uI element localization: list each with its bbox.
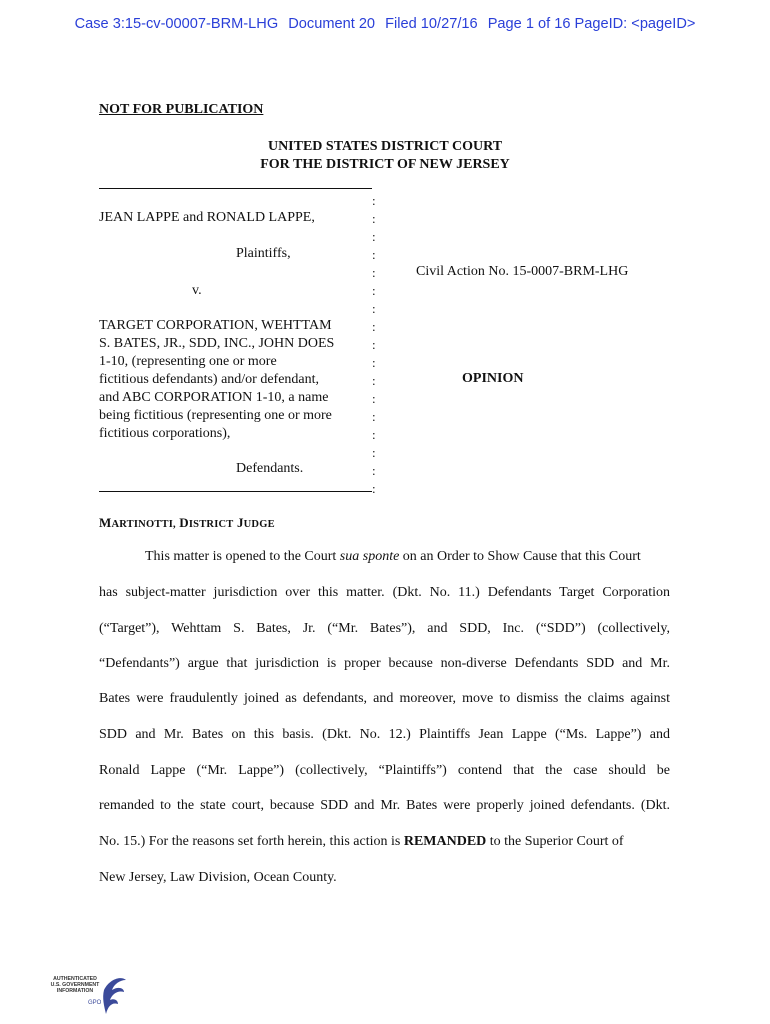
body-line-6: SDD and Mr. Bates on this basis. (Dkt. No. 12.) Plaintiffs Jean Lappe (“Ms. Lappe”) and	[99, 727, 670, 742]
gpo-text	[44, 976, 106, 995]
colon: :	[372, 247, 376, 262]
colon: :	[372, 373, 376, 388]
not-for-publication: NOT FOR PUBLICATION	[99, 102, 264, 117]
title-cap: D	[179, 515, 189, 530]
caption-top-rule	[99, 188, 372, 189]
case-number: Case 3:15-cv-00007-BRM-LHG	[74, 16, 279, 32]
defendants-line: S. BATES, JR., SDD, INC., JOHN DOES	[99, 336, 335, 351]
body-line-10: New Jersey, Law Division, Ocean County.	[99, 870, 337, 885]
judge-name-rest: ARTINOTTI,	[111, 519, 176, 530]
body-line-9	[99, 834, 670, 850]
gpo-line: AUTHENTICATED	[53, 976, 97, 982]
defendants-line: fictitious corporations),	[99, 426, 231, 441]
title-rest: UDGE	[243, 519, 275, 530]
civil-action-number: Civil Action No. 15-0007-BRM-LHG	[416, 264, 629, 279]
court-line-1: UNITED STATES DISTRICT COURT	[267, 139, 503, 154]
colon: :	[372, 391, 376, 406]
defendants-label: Defendants.	[236, 461, 304, 476]
body-line-2: has subject-matter jurisdiction over this matter. (Dkt. No. 11.) Defendants Target Corporation	[99, 585, 670, 600]
colon: :	[372, 445, 376, 460]
body-text: No. 15.) For the reasons set forth herein, this action is	[99, 834, 404, 849]
body-italic: sua sponte	[339, 549, 400, 564]
colon: :	[372, 211, 376, 226]
colon: :	[372, 283, 376, 298]
remanded-bold: REMANDED	[403, 834, 487, 849]
body-line-7: Ronald Lappe (“Mr. Lappe”) (collectively, “Plaintiffs”) contend that the case should be	[99, 763, 670, 778]
body-line-5: Bates were fraudulently joined as defendants, and moreover, move to dismiss the claims against	[99, 691, 670, 706]
body-line-4: “Defendants”) argue that jurisdiction is proper because non-diverse Defendants SDD and Mr.	[99, 656, 670, 671]
caption-colon-column	[372, 192, 376, 498]
caption-bottom-rule	[99, 491, 372, 492]
filed-date: Filed 10/27/16	[385, 16, 478, 32]
gpo-mark: GPO	[88, 1000, 102, 1006]
case-header	[0, 16, 770, 32]
body-line-8: remanded to the state court, because SDD and Mr. Bates were properly joined defendants. (Dkt.	[99, 798, 670, 813]
defendants-line: TARGET CORPORATION, WEHTTAM	[99, 318, 332, 333]
colon: :	[372, 229, 376, 244]
title-cap: J	[236, 515, 244, 530]
opinion-title: OPINION	[462, 371, 524, 386]
plaintiffs-names: JEAN LAPPE and RONALD LAPPE,	[99, 210, 315, 225]
colon: :	[372, 337, 376, 352]
court-name	[0, 138, 770, 174]
defendants-line: fictitious defendants) and/or defendant,	[99, 372, 320, 387]
body-line-1	[145, 549, 670, 565]
court-line-2: FOR THE DISTRICT OF NEW JERSEY	[260, 157, 510, 172]
body-text: on an Order to Show Cause that this Court	[399, 549, 641, 564]
versus: v.	[192, 283, 202, 298]
colon: :	[372, 355, 376, 370]
colon: :	[372, 463, 376, 478]
document-number: Document 20	[288, 16, 376, 32]
colon: :	[372, 193, 376, 208]
eagle-icon	[100, 976, 128, 1016]
body-text: to the Superior Court of	[486, 834, 624, 849]
gpo-authentication-logo	[44, 976, 134, 1018]
title-rest: ISTRICT	[188, 519, 234, 530]
defendants-line: and ABC CORPORATION 1-10, a name	[99, 390, 329, 405]
colon: :	[372, 319, 376, 334]
body-line-3: (“Target”), Wehttam S. Bates, Jr. (“Mr. Bates”), and SDD, Inc. (“SDD”) (collectively,	[99, 621, 670, 636]
defendants-block	[99, 317, 334, 443]
judge-cap: M	[99, 515, 112, 530]
plaintiffs-label: Plaintiffs,	[236, 246, 291, 261]
colon: :	[372, 409, 376, 424]
body-text: This matter is opened to the Court	[145, 549, 340, 564]
colon: :	[372, 427, 376, 442]
colon: :	[372, 301, 376, 316]
gpo-line: U.S. GOVERNMENT	[50, 982, 100, 989]
defendants-line: 1-10, (representing one or more	[99, 354, 277, 369]
colon: :	[372, 265, 376, 280]
page-info: Page 1 of 16 PageID: <pageID>	[487, 16, 696, 32]
gpo-line: INFORMATION	[56, 988, 94, 995]
colon: :	[372, 481, 376, 496]
defendants-line: being fictitious (representing one or more	[99, 408, 332, 423]
judge-heading	[99, 515, 275, 531]
